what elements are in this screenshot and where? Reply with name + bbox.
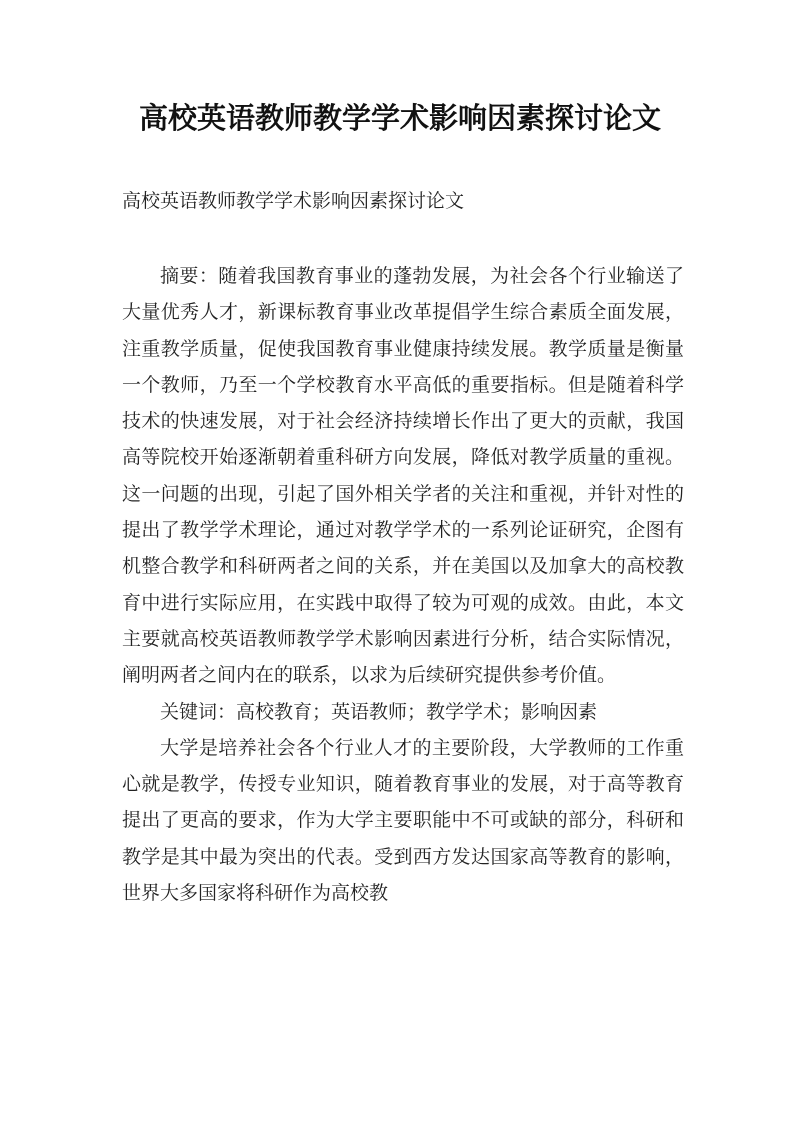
keywords-paragraph: 关键词：高校教育；英语教师；教学学术；影响因素 xyxy=(160,700,598,723)
body-paragraph: 大学是培养社会各个行业人才的主要阶段，大学教师的工作重心就是教学，传授专业知识，随着教育事业的发展，对于高等教育提出了更高的要求，作为大学主要职能中不可或缺的部分，科研和教学是其中最为突出的代表。受到西方发达国家高等教育的影响，世界大多国家将科研作为高校教 xyxy=(122,736,684,905)
document-subtitle: 高校英语教师教学学术影响因素探讨论文 xyxy=(122,190,465,212)
document-body xyxy=(122,258,684,911)
document-title: 高校英语教师教学学术影响因素探讨论文 xyxy=(138,101,661,135)
abstract-paragraph: 摘要：随着我国教育事业的蓬勃发展，为社会各个行业输送了大量优秀人才，新课标教育事业改革提倡学生综合素质全面发展，注重教学质量，促使我国教育事业健康持续发展。教学质量是衡量一个教师，乃至一个学校教育水平高低的重要指标。但是随着科学技术的快速发展，对于社会经济持续增长作出了更大的贡献，我国高等院校开始逐渐朝着重科研方向发展，降低对教学质量的重视。这一问题的出现，引起了国外相关学者的关注和重视，并针对性的提出了教学学术理论，通过对教学学术的一系列论证研究，企图有机整合教学和科研两者之间的关系，并在美国以及加拿大的高校教育中进行实际应用，在实践中取得了较为可观的成效。由此，本文主要就高校英语教师教学学术影响因素进行分析，结合实际情况，阐明两者之间内在的联系，以求为后续研究提供参考价值。 xyxy=(122,265,684,687)
